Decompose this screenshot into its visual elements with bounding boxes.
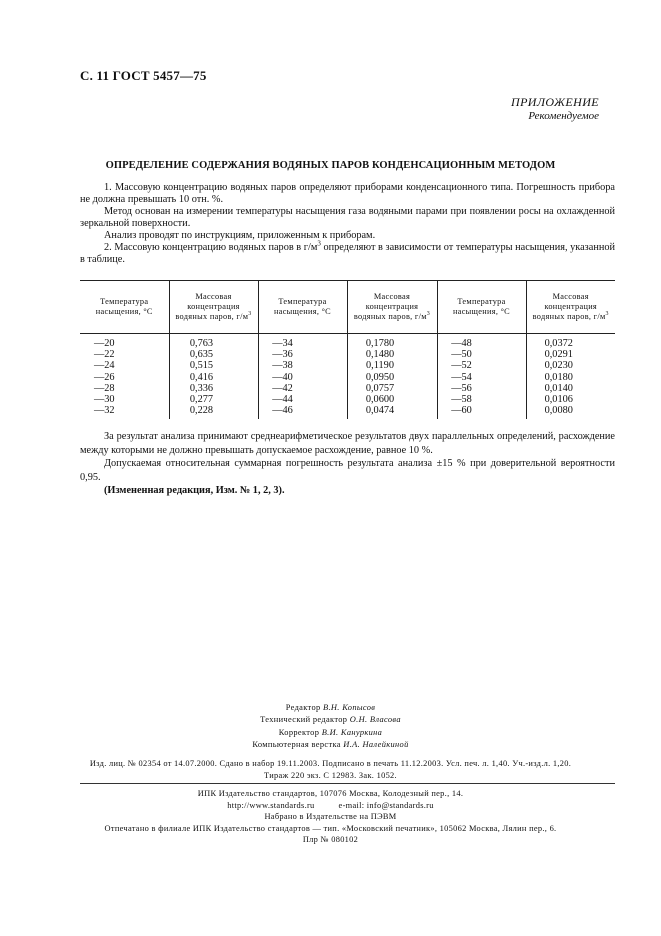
table-cell: 0,763	[169, 334, 258, 350]
table-cell: 0,1190	[347, 360, 437, 371]
paragraph-4-start: 2. Массовую концентрацию водяных паров в г/м	[104, 242, 318, 253]
table-cell: —38	[258, 360, 347, 371]
header-temperature-1: Температура насыщения, °С	[80, 281, 169, 334]
header-temperature-3: Температура насыщения, °С	[437, 281, 526, 334]
table-cell: —48	[437, 334, 526, 350]
table-cell: —22	[93, 349, 115, 361]
result-paragraph-2: Допускаемая относительная суммарная погрешность результата анализа ±15 % при доверительной вероятности 0,95.	[80, 458, 615, 483]
table-row	[80, 405, 615, 419]
table-cell: 0,0950	[347, 372, 437, 383]
table-cell: —32	[93, 405, 115, 417]
table-row	[80, 383, 615, 394]
result-description	[80, 430, 615, 498]
table-row	[80, 360, 615, 371]
amendment-note: (Измененная редакция, Изм. № 1, 2, 3).	[104, 485, 285, 496]
table-cell: —54	[437, 372, 526, 383]
paragraph-4-end: определяют в зависимости от температуры насыщения, указанной в таблице.	[80, 242, 616, 265]
table-cell: 0,0474	[347, 405, 437, 419]
layout-line: Компьютерная верстка И.А. Налейкиной	[252, 740, 409, 750]
editorial-credits	[0, 702, 661, 752]
table-cell: —40	[258, 372, 347, 383]
tech-editor-line: Технический редактор О.Н. Власова	[260, 715, 401, 725]
table-cell: —58	[437, 394, 526, 405]
table-cell: —20	[93, 338, 115, 349]
header-temperature-2: Температура насыщения, °С	[258, 281, 347, 334]
table-cell: 0,336	[169, 383, 258, 394]
table-cell: —24	[93, 360, 115, 372]
table-cell: 0,1780	[347, 334, 437, 350]
printer-line-1: ИПК Издательство стандартов, 107076 Москва, Колодезный пер., 14.	[197, 789, 464, 798]
table-cell: 0,228	[169, 405, 258, 419]
paragraph-3: Анализ проводят по инструкциям, приложенным к приборам.	[104, 230, 376, 241]
table-row	[80, 372, 615, 383]
paragraph-4	[80, 239, 616, 266]
concentration-table	[80, 280, 615, 419]
publication-info	[0, 758, 661, 783]
printer-line-4: Отпечатано в филиале ИПК Издательство стандартов — тип. «Московский печатник», 105062 Москва, Лялин пер., 6.	[104, 823, 557, 833]
table-row	[80, 334, 615, 350]
table-cell: 0,0180	[526, 372, 615, 383]
table-cell: 0,635	[169, 349, 258, 360]
table-cell: 0,0757	[347, 383, 437, 394]
table-cell: 0,0372	[526, 334, 615, 350]
header-concentration-3: Массовая концентрация водяных паров, $г/м^3$	[526, 281, 615, 334]
table-cell: 0,0080	[526, 405, 615, 419]
editor-line: Редактор В.Н. Копысов	[285, 703, 376, 712]
table-cell: —50	[437, 349, 526, 360]
table-cell: —34	[258, 334, 347, 350]
table-cell: —42	[258, 383, 347, 394]
table-cell: —28	[93, 382, 115, 394]
publication-line-2: Тираж 220 экз. С 12983. Зак. 1052.	[264, 771, 397, 781]
table-cell: —44	[258, 394, 347, 405]
table-cell: 0,0140	[526, 383, 615, 394]
publication-line-1: Изд. лиц. № 02354 от 14.07.2000. Сдано в набор 19.11.2003. Подписано в печать 11.12.2003. Усл. печ. л. 1,40. Уч.-изд.л. 1,20.	[89, 759, 572, 768]
table-cell: 0,277	[169, 394, 258, 405]
paragraph-2: Метод основан на измерении температуры насыщения газа водяными парами при появлении росы на охлажденной зеркальной поверхности.	[80, 206, 615, 229]
table-cell: —46	[258, 405, 347, 419]
appendix-title: ПРИЛОЖЕНИЕ	[511, 95, 599, 109]
page-header: С. 11 ГОСТ 5457—75	[80, 68, 207, 83]
section-title: ОПРЕДЕЛЕНИЕ СОДЕРЖАНИЯ ВОДЯНЫХ ПАРОВ КОНДЕНСАЦИОННЫМ МЕТОДОМ	[105, 160, 556, 171]
method-description	[80, 182, 615, 266]
table-cell: 0,515	[169, 360, 258, 371]
printer-contacts	[0, 800, 661, 812]
table-cell: 0,1480	[347, 349, 437, 360]
email-link[interactable]: e-mail: info@standards.ru	[338, 800, 434, 810]
table-cell: 0,0106	[526, 394, 615, 405]
table-row	[80, 349, 615, 360]
table-cell: —52	[437, 360, 526, 371]
table-cell: 0,0291	[526, 349, 615, 360]
table-cell: 0,0230	[526, 360, 615, 371]
paragraph-4-superscript: 3	[317, 239, 321, 248]
printer-line-5: Плр № 080102	[302, 835, 359, 845]
table-header-row	[80, 281, 615, 334]
appendix-subtitle: Рекомендуемое	[528, 110, 599, 122]
header-concentration-1: Массовая концентрация водяных паров, $г/м^3$	[169, 281, 258, 334]
divider	[80, 783, 615, 784]
table-cell: —56	[437, 383, 526, 394]
paragraph-1: 1. Массовую концентрацию водяных паров определяют приборами конденсационного типа. Погрешность прибора не должна превышать 10 отн. %.	[80, 182, 615, 205]
table-row	[80, 394, 615, 405]
table-cell: 0,0600	[347, 394, 437, 405]
table-cell: —60	[437, 405, 526, 419]
table-cell: —30	[93, 394, 115, 406]
website-link[interactable]: http://www.standards.ru	[227, 800, 315, 810]
table-cell: 0,416	[169, 372, 258, 383]
table-cell: —26	[93, 371, 115, 383]
table-cell: —36	[258, 349, 347, 360]
appendix-label	[511, 95, 599, 123]
corrector-line: Корректор В.И. Кануркина	[278, 727, 383, 737]
header-concentration-2: Массовая концентрация водяных паров, $г/м^3$	[347, 281, 437, 334]
printer-info	[0, 788, 661, 846]
result-paragraph-1: За результат анализа принимают среднеарифметическое результатов двух параллельных определений, расхождение между которыми не должно превышать допускаемое расхождение, равное 10 %.	[80, 431, 615, 456]
printer-line-3: Набрано в Издательстве на ПЭВМ	[264, 812, 397, 822]
